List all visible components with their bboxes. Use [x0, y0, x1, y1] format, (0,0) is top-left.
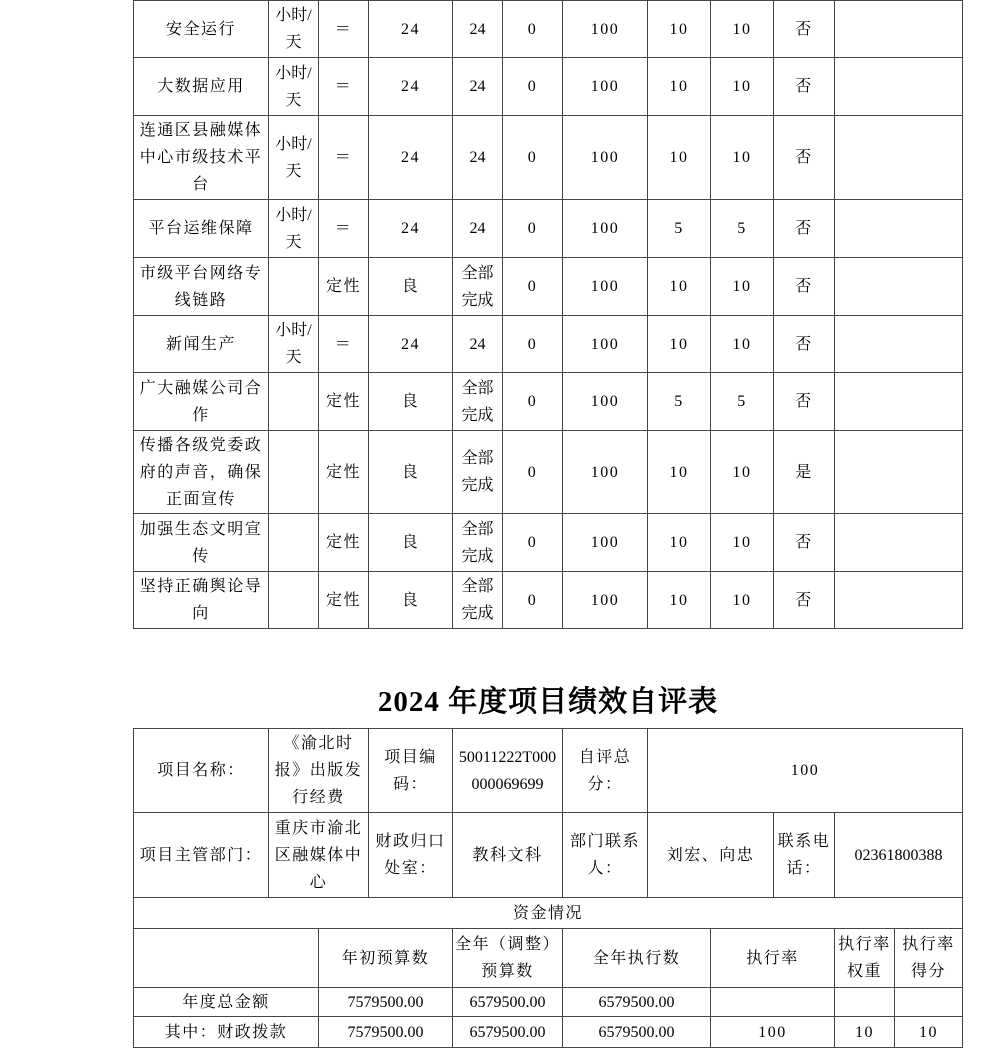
indicator-cell: 10: [648, 58, 711, 116]
indicator-cell: [835, 572, 963, 629]
indicator-cell: [269, 431, 319, 514]
funds-cell: 6579500.00: [563, 988, 711, 1017]
indicator-cell: 否: [774, 572, 835, 629]
indicator-cell: 10: [648, 116, 711, 200]
finance-label: 财政归口处室：: [369, 813, 453, 898]
indicator-row: [134, 316, 963, 373]
indicator-cell: 新闻生产: [134, 316, 269, 373]
indicator-cell: 10: [711, 431, 774, 514]
indicator-table: [133, 0, 963, 629]
indicator-cell: 100: [563, 316, 648, 373]
project-row: [134, 729, 963, 813]
indicator-cell: 否: [774, 373, 835, 431]
funds-row: [134, 988, 963, 1017]
page-title: 2024 年度项目绩效自评表: [377, 686, 719, 718]
indicator-cell: [835, 58, 963, 116]
indicator-row: [134, 373, 963, 431]
indicator-cell: 广大融媒公司合作: [134, 373, 269, 431]
indicator-cell: 否: [774, 316, 835, 373]
funds-cell: 6579500.00: [453, 988, 563, 1017]
funds-header: 年初预算数: [319, 929, 453, 988]
indicator-cell: 加强生态文明宣传: [134, 514, 269, 572]
indicator-cell: 24: [369, 200, 453, 258]
funds-cell: 年度总金额: [134, 988, 319, 1017]
dept-label: 项目主管部门：: [134, 813, 269, 898]
indicator-cell: 平台运维保障: [134, 200, 269, 258]
indicator-cell: 10: [648, 514, 711, 572]
indicator-cell: 全部完成: [453, 514, 503, 572]
indicator-row: [134, 1, 963, 58]
indicator-cell: 小时/天: [269, 200, 319, 258]
score-label: 自评总分：: [563, 729, 648, 813]
indicator-cell: 10: [648, 572, 711, 629]
indicator-cell: 小时/天: [269, 58, 319, 116]
funds-header-row: [134, 929, 963, 988]
contact-label: 部门联系人：: [563, 813, 648, 898]
phone-label: 联系电话：: [774, 813, 835, 898]
indicator-cell: 10: [711, 258, 774, 316]
indicator-cell: [269, 514, 319, 572]
indicator-cell: 24: [369, 116, 453, 200]
indicator-cell: 否: [774, 116, 835, 200]
funds-cell: 其中：财政拨款: [134, 1017, 319, 1048]
indicator-cell: [835, 200, 963, 258]
indicator-cell: 10: [711, 572, 774, 629]
indicator-cell: 良: [369, 431, 453, 514]
indicator-cell: [835, 316, 963, 373]
indicator-cell: 100: [563, 572, 648, 629]
score-value: 100: [648, 729, 963, 813]
indicator-cell: 良: [369, 258, 453, 316]
funds-section-row: [134, 898, 963, 929]
indicator-cell: 小时/天: [269, 316, 319, 373]
funds-header: 执行率: [711, 929, 835, 988]
indicator-row: [134, 200, 963, 258]
indicator-row: [134, 514, 963, 572]
indicator-cell: 10: [648, 316, 711, 373]
indicator-cell: 100: [563, 258, 648, 316]
indicator-row: [134, 58, 963, 116]
indicator-cell: [835, 514, 963, 572]
indicator-cell: 10: [711, 514, 774, 572]
project-code: 50011222T000000069699: [453, 729, 563, 813]
indicator-cell: 传播各级党委政府的声音，确保正面宣传: [134, 431, 269, 514]
indicator-cell: 0: [503, 514, 563, 572]
indicator-cell: [835, 373, 963, 431]
project-name: 《渝北时报》出版发行经费: [269, 729, 369, 813]
indicator-cell: 24: [369, 1, 453, 58]
indicator-cell: 5: [711, 200, 774, 258]
indicator-cell: 100: [563, 200, 648, 258]
indicator-cell: 连通区县融媒体中心市级技术平台: [134, 116, 269, 200]
project-code-label: 项目编码：: [369, 729, 453, 813]
indicator-cell: 0: [503, 1, 563, 58]
indicator-cell: [835, 431, 963, 514]
indicator-cell: 良: [369, 373, 453, 431]
finance-value: 教科文科: [453, 813, 563, 898]
project-name-label: 项目名称：: [134, 729, 269, 813]
indicator-cell: ＝: [319, 200, 369, 258]
indicator-cell: 否: [774, 514, 835, 572]
indicator-cell: 24: [453, 200, 503, 258]
indicator-cell: 0: [503, 316, 563, 373]
funds-cell: 100: [711, 1017, 835, 1048]
indicator-row: [134, 572, 963, 629]
indicator-cell: 否: [774, 58, 835, 116]
phone-value: 02361800388: [835, 813, 963, 898]
indicator-cell: 10: [648, 258, 711, 316]
indicator-cell: 全部完成: [453, 572, 503, 629]
indicator-cell: 全部完成: [453, 258, 503, 316]
funds-header: [134, 929, 319, 988]
indicator-cell: 定性: [319, 431, 369, 514]
indicator-cell: 坚持正确舆论导向: [134, 572, 269, 629]
indicator-cell: 安全运行: [134, 1, 269, 58]
indicator-cell: 24: [453, 1, 503, 58]
indicator-cell: 24: [369, 316, 453, 373]
funds-cell: 7579500.00: [319, 1017, 453, 1048]
funds-header: 执行率权重: [835, 929, 895, 988]
funds-cell: 10: [895, 1017, 963, 1048]
indicator-cell: 全部完成: [453, 431, 503, 514]
indicator-cell: 10: [711, 316, 774, 373]
indicator-cell: [269, 373, 319, 431]
indicator-cell: 100: [563, 373, 648, 431]
funds-row: [134, 1017, 963, 1048]
indicator-cell: ＝: [319, 1, 369, 58]
indicator-row: [134, 116, 963, 200]
contact-value: 刘宏、向忠: [648, 813, 774, 898]
indicator-cell: 定性: [319, 373, 369, 431]
indicator-cell: 0: [503, 200, 563, 258]
funds-cell: [835, 988, 895, 1017]
indicator-cell: 定性: [319, 514, 369, 572]
indicator-cell: 10: [711, 1, 774, 58]
indicator-cell: [835, 258, 963, 316]
indicator-cell: 24: [369, 58, 453, 116]
indicator-cell: 否: [774, 258, 835, 316]
indicator-cell: 100: [563, 514, 648, 572]
indicator-cell: 小时/天: [269, 116, 319, 200]
indicator-cell: 0: [503, 258, 563, 316]
performance-table: [133, 728, 963, 1048]
indicator-cell: 0: [503, 373, 563, 431]
indicator-row: [134, 431, 963, 514]
funds-header: 全年执行数: [563, 929, 711, 988]
indicator-cell: ＝: [319, 116, 369, 200]
indicator-cell: [269, 258, 319, 316]
indicator-cell: 10: [648, 1, 711, 58]
indicator-cell: 0: [503, 116, 563, 200]
indicator-cell: [269, 572, 319, 629]
indicator-cell: 100: [563, 116, 648, 200]
dept-row: [134, 813, 963, 898]
indicator-cell: 5: [711, 373, 774, 431]
indicator-cell: 大数据应用: [134, 58, 269, 116]
indicator-cell: 良: [369, 572, 453, 629]
indicator-cell: 0: [503, 58, 563, 116]
indicator-cell: 0: [503, 572, 563, 629]
indicator-cell: 定性: [319, 258, 369, 316]
funds-cell: [895, 988, 963, 1017]
funds-cell: 7579500.00: [319, 988, 453, 1017]
indicator-cell: ＝: [319, 58, 369, 116]
indicator-cell: 100: [563, 1, 648, 58]
indicator-cell: [835, 116, 963, 200]
indicator-cell: 0: [503, 431, 563, 514]
indicator-cell: 是: [774, 431, 835, 514]
funds-cell: 6579500.00: [563, 1017, 711, 1048]
indicator-cell: 全部完成: [453, 373, 503, 431]
indicator-cell: 24: [453, 58, 503, 116]
indicator-cell: 10: [648, 431, 711, 514]
indicator-cell: 10: [711, 116, 774, 200]
indicator-cell: 5: [648, 373, 711, 431]
indicator-cell: 小时/天: [269, 1, 319, 58]
dept-value: 重庆市渝北区融媒体中心: [269, 813, 369, 898]
indicator-cell: 24: [453, 316, 503, 373]
indicator-cell: 否: [774, 200, 835, 258]
funds-header: 执行率得分: [895, 929, 963, 988]
indicator-row: [134, 258, 963, 316]
funds-cell: 6579500.00: [453, 1017, 563, 1048]
funds-cell: 10: [835, 1017, 895, 1048]
indicator-cell: 否: [774, 1, 835, 58]
funds-section-label: 资金情况: [134, 898, 963, 929]
indicator-cell: 5: [648, 200, 711, 258]
funds-header: 全年（调整）预算数: [453, 929, 563, 988]
indicator-cell: 10: [711, 58, 774, 116]
indicator-cell: ＝: [319, 316, 369, 373]
indicator-cell: [835, 1, 963, 58]
indicator-cell: 100: [563, 58, 648, 116]
indicator-cell: 24: [453, 116, 503, 200]
indicator-cell: 定性: [319, 572, 369, 629]
indicator-cell: 市级平台网络专线链路: [134, 258, 269, 316]
indicator-cell: 良: [369, 514, 453, 572]
indicator-cell: 100: [563, 431, 648, 514]
funds-cell: [711, 988, 835, 1017]
